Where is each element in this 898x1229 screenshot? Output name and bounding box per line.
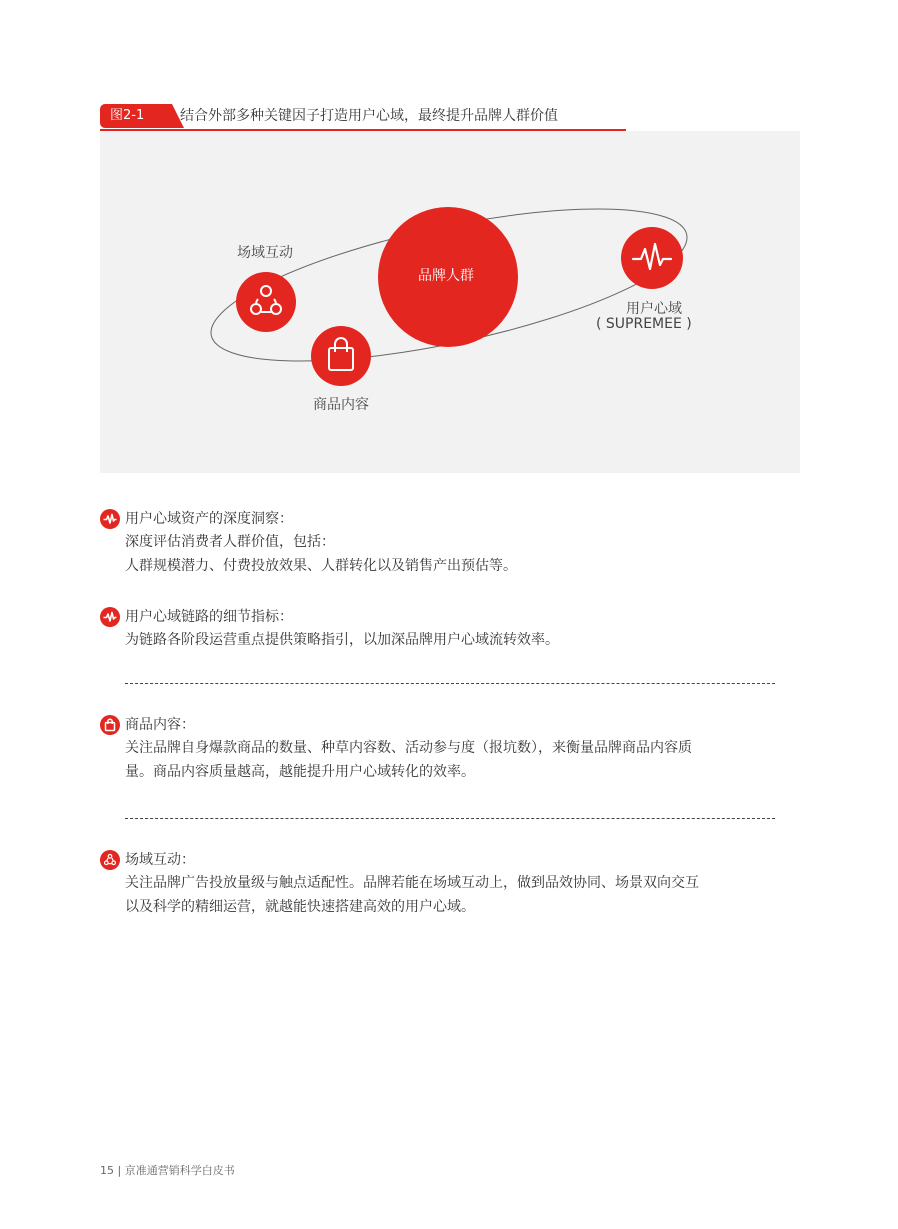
section-text: 以及科学的精细运营，就越能快速搭建高效的用户心域。 [125, 899, 475, 915]
shopping-bag-icon [100, 715, 120, 735]
section-title: 用户心域资产的深度洞察： [125, 511, 293, 527]
section-text: 人群规模潜力、付费投放效果、人群转化以及销售产出预估等。 [125, 558, 517, 574]
section-product-content [100, 714, 780, 784]
dashed-divider [125, 683, 775, 684]
share-nodes-icon [100, 850, 120, 870]
section-text: 量。商品内容质量越高，越能提升用户心域转化的效率。 [125, 764, 475, 780]
page-footer: 15 | 京准通营销科学白皮书 [100, 1164, 235, 1177]
section-title: 商品内容： [125, 717, 195, 733]
dashed-divider [125, 818, 775, 819]
heartbeat-icon [621, 227, 683, 289]
figure-tag: 图2-1 [100, 104, 172, 128]
figure-header [100, 101, 626, 131]
section-metrics [100, 606, 780, 652]
node-label-user-mind: 用户心域 [626, 301, 682, 317]
heartbeat-icon [100, 607, 120, 627]
section-text: 为链路各阶段运营重点提供策略指引，以加深品牌用户心域流转效率。 [125, 632, 559, 648]
node-label-product-content: 商品内容 [313, 397, 369, 413]
section-insight [100, 508, 780, 578]
figure-panel [100, 131, 800, 473]
center-label: 品牌人群 [418, 268, 474, 284]
node-label-field-interaction: 场域互动 [237, 245, 293, 261]
section-field-interaction [100, 849, 780, 919]
section-text: 关注品牌自身爆款商品的数量、种草内容数、活动参与度（报坑数），来衡量品牌商品内容质 [125, 740, 692, 756]
figure-title: 结合外部多种关键因子打造用户心域，最终提升品牌人群价值 [180, 108, 558, 124]
section-text: 深度评估消费者人群价值，包括： [125, 534, 335, 550]
section-text: 关注品牌广告投放量级与触点适配性。品牌若能在场域互动上，做到品效协同、场景双向交互 [125, 875, 699, 891]
share-nodes-icon [236, 272, 296, 332]
section-title: 场域互动： [125, 852, 195, 868]
node-sublabel-supremee: ( SUPREMEE ) [596, 316, 692, 332]
shopping-bag-icon [311, 326, 371, 386]
section-title: 用户心域链路的细节指标： [125, 609, 293, 625]
orbit-diagram [100, 131, 800, 473]
heartbeat-icon [100, 509, 120, 529]
